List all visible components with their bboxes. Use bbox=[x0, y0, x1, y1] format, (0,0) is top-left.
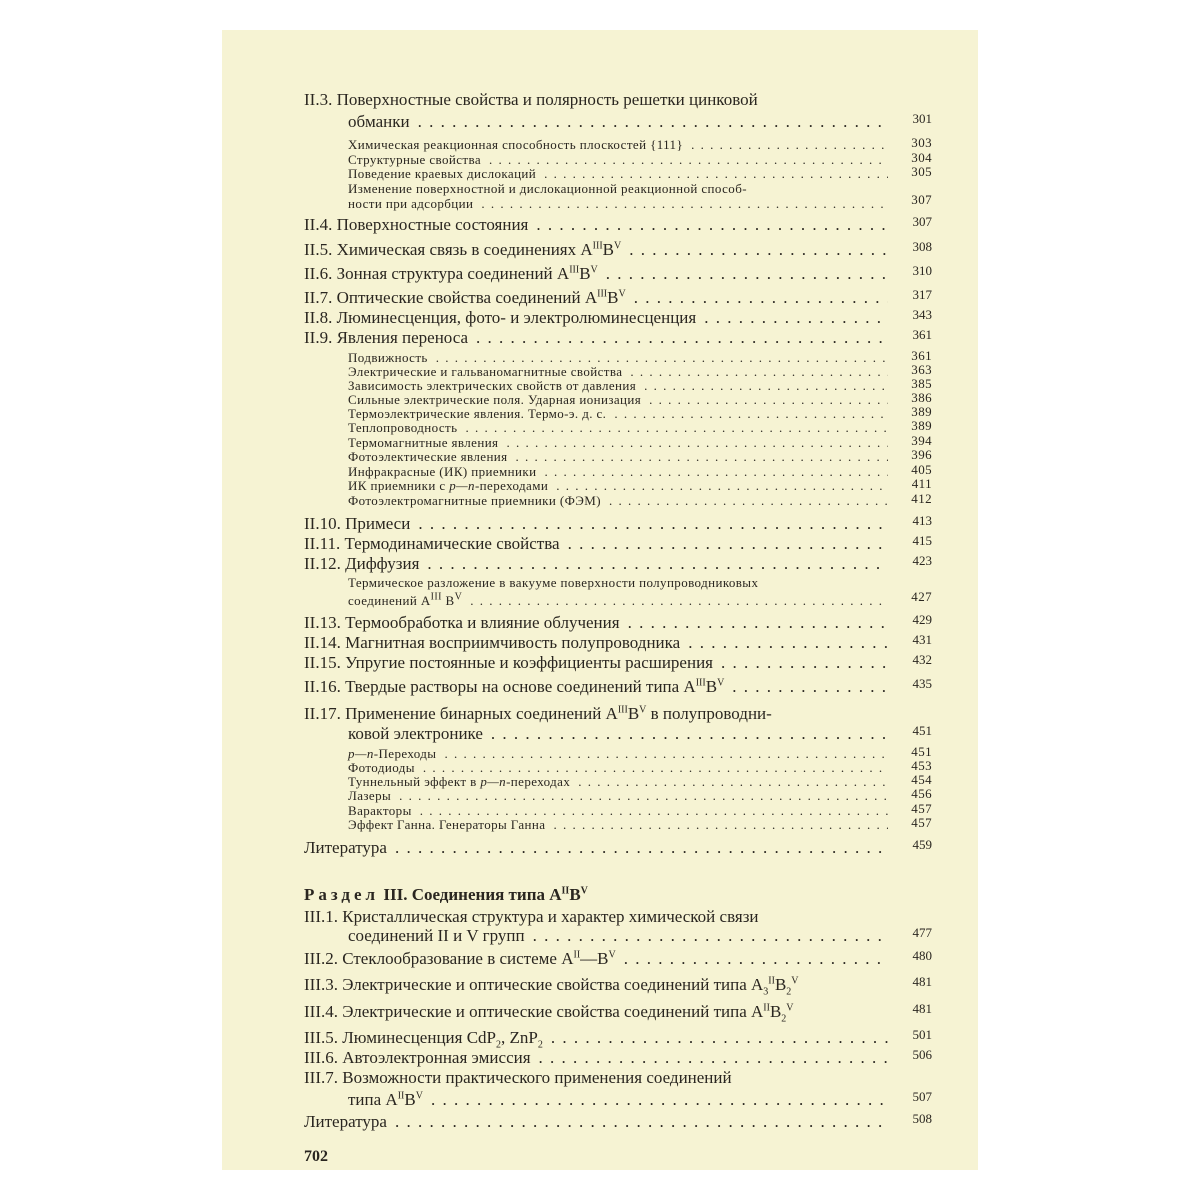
toc-entry-title: Литература bbox=[304, 1112, 387, 1131]
toc-entry-title: Теплопроводность bbox=[348, 420, 458, 435]
toc-page-number: 389 bbox=[911, 418, 932, 433]
toc-page-number: 429 bbox=[912, 612, 932, 627]
toc-page-number: 396 bbox=[911, 447, 932, 462]
page-number: 702 bbox=[304, 1148, 328, 1165]
toc-entry-title: II.4. Поверхностные состояния bbox=[304, 215, 529, 234]
toc-entry bbox=[304, 264, 932, 284]
toc-page-number: 310 bbox=[912, 263, 932, 278]
toc-leader-dots bbox=[624, 949, 888, 969]
toc-entry bbox=[304, 1048, 932, 1068]
toc-entry-title: Эффект Ганна. Генераторы Ганна bbox=[348, 817, 546, 832]
toc-page-number: 361 bbox=[912, 327, 932, 342]
toc-entry-title: III.1. Кристаллическая структура и характер химической связи bbox=[304, 907, 759, 926]
toc-entry-title: Термоэлектрические явления. Термо-э. д. с. bbox=[348, 406, 607, 421]
toc-leader-dots bbox=[539, 1048, 888, 1068]
toc-entry bbox=[304, 192, 932, 212]
toc-entry bbox=[304, 1001, 932, 1025]
toc-page-number: 301 bbox=[912, 111, 932, 126]
toc-entry-title: II.14. Магнитная восприимчивость полупроводника bbox=[304, 633, 681, 652]
toc-entry bbox=[304, 885, 932, 905]
toc-entry bbox=[304, 1112, 932, 1132]
toc-entry-title: II.5. Химическая связь в соединениях $A^{III}B^V$ bbox=[304, 240, 622, 259]
toc-entry-title: III.5. Люминесценция CdP$_2$, ZnP$_2$ bbox=[304, 1028, 543, 1051]
toc-entry-title: Сильные электрические поля. Ударная ионизация bbox=[348, 392, 642, 407]
toc-page-number: 307 bbox=[912, 214, 932, 229]
toc-entry bbox=[304, 514, 932, 534]
toc-page-number: 432 bbox=[912, 652, 932, 667]
toc-leader-dots bbox=[609, 493, 888, 509]
toc-leader-dots bbox=[556, 478, 888, 494]
toc-entry-title: Фотоэлектические явления bbox=[348, 449, 508, 464]
toc-entry-title: II.11. Термодинамические свойства bbox=[304, 534, 560, 553]
toc-page-number: 304 bbox=[911, 150, 932, 165]
toc-entry bbox=[304, 575, 932, 591]
toc-entry bbox=[304, 613, 932, 633]
toc-entry-title: II.13. Термообработка и влияние облучения bbox=[304, 613, 620, 632]
toc-entry-title: II.12. Диффузия bbox=[304, 554, 420, 573]
toc-leader-dots bbox=[691, 137, 888, 153]
toc-entry-title: Зависимость электрических свойств от давления bbox=[348, 378, 637, 393]
toc-leader-dots bbox=[628, 613, 888, 633]
toc-entry-title: II.7. Оптические свойства соединений $A^{III}B^V$ bbox=[304, 288, 626, 307]
toc-entry bbox=[304, 112, 932, 132]
toc-page-number: 317 bbox=[912, 287, 932, 302]
toc-entry bbox=[304, 817, 932, 833]
toc-leader-dots bbox=[431, 1090, 888, 1110]
toc-page-number: 506 bbox=[912, 1047, 932, 1062]
toc-entry bbox=[304, 554, 932, 574]
toc-entry-title: II.8. Люминесценция, фото- и электролюминесценция bbox=[304, 308, 697, 327]
toc-page-number: 413 bbox=[912, 513, 932, 528]
toc-page-number: 507 bbox=[912, 1089, 932, 1104]
toc-entry-title: Инфракрасные (ИК) приемники bbox=[348, 464, 537, 479]
toc-entry bbox=[304, 677, 932, 697]
toc-entry bbox=[304, 926, 932, 946]
toc-entry-title: Раздел III. Соединения типа $A^{II}B^V$ bbox=[304, 885, 588, 904]
toc-page-number: 477 bbox=[912, 925, 932, 940]
toc-page-number: 431 bbox=[912, 632, 932, 647]
toc-page-number: 363 bbox=[911, 362, 932, 377]
toc-entry bbox=[304, 949, 932, 969]
toc-leader-dots bbox=[536, 215, 888, 235]
toc-entry-title: II.9. Явления переноса bbox=[304, 328, 469, 347]
toc-leader-dots bbox=[427, 554, 888, 574]
toc-leader-dots bbox=[516, 449, 888, 465]
toc-entry bbox=[304, 181, 932, 197]
toc-entry-title: III.6. Автоэлектронная эмиссия bbox=[304, 1048, 531, 1067]
toc-page-number: 394 bbox=[911, 433, 932, 448]
toc-entry bbox=[304, 328, 932, 348]
toc-leader-dots bbox=[721, 653, 888, 673]
toc-leader-dots bbox=[465, 420, 888, 436]
toc-leader-dots bbox=[418, 112, 888, 132]
toc-entry-title: Структурные свойства bbox=[348, 152, 481, 167]
toc-page-number: 457 bbox=[911, 801, 932, 816]
toc-page-number: 435 bbox=[912, 676, 932, 691]
toc-entry bbox=[304, 90, 932, 110]
toc-page-number: 386 bbox=[911, 390, 932, 405]
book-page bbox=[222, 30, 978, 1170]
toc-entry-title: ковой электронике bbox=[348, 724, 483, 743]
toc-page-number: 481 bbox=[912, 1001, 932, 1016]
toc-entry bbox=[304, 166, 932, 182]
toc-entry bbox=[304, 420, 932, 436]
toc-page-number: 343 bbox=[912, 307, 932, 322]
toc-entry bbox=[304, 1090, 932, 1110]
toc-leader-dots bbox=[395, 838, 888, 858]
toc-entry bbox=[304, 907, 932, 927]
toc-page-number: 451 bbox=[912, 723, 932, 738]
toc-page-number: 361 bbox=[911, 348, 932, 363]
toc-leader-dots bbox=[732, 677, 888, 697]
toc-entry-title: обманки bbox=[348, 112, 410, 131]
toc-entry bbox=[304, 534, 932, 554]
toc-page-number: 405 bbox=[911, 462, 932, 477]
toc-entry-title: Варакторы bbox=[348, 803, 412, 818]
toc-entry bbox=[304, 633, 932, 653]
toc-entry-title: соединений $A^{III}$ $B^V$ bbox=[348, 591, 463, 608]
toc-leader-dots bbox=[481, 196, 888, 212]
toc-entry-title: II.16. Твердые растворы на основе соединений типа $A^{III}B^V$ bbox=[304, 677, 725, 696]
toc-entry-title: Подвижность bbox=[348, 350, 428, 365]
toc-entry-title: Фотоэлектромагнитные приемники (ФЭМ) bbox=[348, 493, 601, 508]
toc-entry-title: Изменение поверхностной и дислокационной реакционной способ- bbox=[348, 181, 747, 196]
toc-entry bbox=[304, 724, 932, 744]
toc-entry bbox=[304, 653, 932, 673]
toc-entry-title: p—n-Переходы bbox=[348, 746, 437, 761]
toc-entry-title: II.17. Применение бинарных соединений $A^{III}B^V$ в полупроводни- bbox=[304, 704, 772, 723]
toc-entry bbox=[304, 137, 932, 153]
toc-page-number: 307 bbox=[911, 192, 932, 207]
toc-entry bbox=[304, 493, 932, 509]
toc-leader-dots bbox=[634, 288, 888, 308]
toc-entry-title: ности при адсорбции bbox=[348, 196, 474, 211]
toc-entry-title: II.15. Упругие постоянные и коэффициенты расширения bbox=[304, 653, 713, 672]
toc-entry bbox=[304, 308, 932, 328]
toc-leader-dots bbox=[568, 534, 888, 554]
toc-entry bbox=[304, 240, 932, 260]
toc-page-number: 415 bbox=[912, 533, 932, 548]
toc-leader-dots bbox=[553, 817, 888, 833]
toc-entry bbox=[304, 589, 932, 609]
toc-leader-dots bbox=[688, 633, 888, 653]
toc-page-number: 481 bbox=[912, 974, 932, 989]
toc-page-number: 459 bbox=[912, 837, 932, 852]
toc-page-number: 305 bbox=[911, 164, 932, 179]
toc-leader-dots bbox=[399, 788, 888, 804]
toc-page-number: 308 bbox=[912, 239, 932, 254]
toc-page-number: 389 bbox=[911, 404, 932, 419]
toc-entry bbox=[304, 1027, 932, 1051]
toc-entry-title: II.10. Примеси bbox=[304, 514, 411, 533]
toc-entry bbox=[304, 704, 932, 724]
toc-leader-dots bbox=[629, 240, 888, 260]
toc-entry-title: Термическое разложение в вакууме поверхности полупроводниковых bbox=[348, 575, 759, 590]
toc-page-number: 501 bbox=[912, 1027, 932, 1042]
toc-entry-title: III.4. Электрические и оптические свойства соединений типа $A^{II}B_2^V$ bbox=[304, 1002, 794, 1025]
toc-page-number: 454 bbox=[911, 772, 932, 787]
toc-leader-dots bbox=[704, 308, 888, 328]
toc-entry bbox=[304, 288, 932, 308]
toc-leader-dots bbox=[491, 724, 888, 744]
toc-leader-dots bbox=[476, 328, 888, 348]
toc-leader-dots bbox=[551, 1028, 888, 1048]
toc-entry bbox=[304, 974, 932, 998]
toc-entry-title: Туннельный эффект в p—n-переходах bbox=[348, 774, 571, 789]
toc-entry bbox=[304, 449, 932, 465]
toc-page-number: 427 bbox=[911, 589, 932, 604]
toc-entry-title: II.6. Зонная структура соединений $A^{III}B^V$ bbox=[304, 264, 598, 283]
toc-entry-title: Лазеры bbox=[348, 788, 392, 803]
toc-leader-dots bbox=[544, 166, 888, 182]
toc-page-number: 508 bbox=[912, 1111, 932, 1126]
toc-page-number: 411 bbox=[911, 476, 932, 491]
toc-entry-title: III.7. Возможности практического применения соединений bbox=[304, 1068, 732, 1087]
toc-entry-title: Термомагнитные явления bbox=[348, 435, 499, 450]
toc-entry-title: соединений II и V групп bbox=[348, 926, 525, 945]
toc-leader-dots bbox=[470, 593, 888, 609]
toc-entry-title: Химическая реакционная способность плоскостей {111} bbox=[348, 137, 684, 152]
toc-entry-title: III.3. Электрические и оптические свойства соединений типа $A_3^{II}B_2^V$ bbox=[304, 975, 799, 998]
toc-page-number: 480 bbox=[912, 948, 932, 963]
toc-entry-title: Литература bbox=[304, 838, 387, 857]
toc-entry-title: типа $A^{II}B^V$ bbox=[348, 1090, 423, 1109]
toc-entry-title: II.3. Поверхностные свойства и полярность решетки цинковой bbox=[304, 90, 758, 109]
toc-entry-title: ИК приемники с p—n-переходами bbox=[348, 478, 549, 493]
toc-entry bbox=[304, 478, 932, 494]
toc-entry bbox=[304, 788, 932, 804]
toc-entry-title: Фотодиоды bbox=[348, 760, 415, 775]
toc-entry bbox=[304, 215, 932, 235]
toc-entry-title: Электрические и гальваномагнитные свойства bbox=[348, 364, 623, 379]
toc-page-number: 423 bbox=[912, 553, 932, 568]
toc-page-number: 412 bbox=[911, 491, 932, 506]
toc-leader-dots bbox=[395, 1112, 888, 1132]
toc-entry-title: III.2. Стеклообразование в системе $A^{II}—B^V$ bbox=[304, 949, 616, 968]
toc-leader-dots bbox=[606, 264, 888, 284]
toc-page-number: 457 bbox=[911, 815, 932, 830]
toc-page-number: 453 bbox=[911, 758, 932, 773]
toc-entry bbox=[304, 1068, 932, 1088]
toc-page-number: 451 bbox=[911, 744, 932, 759]
toc-page-number: 303 bbox=[911, 135, 932, 150]
toc-leader-dots bbox=[533, 926, 888, 946]
toc-leader-dots bbox=[418, 514, 888, 534]
toc-entry bbox=[304, 838, 932, 858]
toc-page-number: 385 bbox=[911, 376, 932, 391]
toc-page-number: 456 bbox=[911, 786, 932, 801]
toc-entry-title: Поведение краевых дислокаций bbox=[348, 166, 537, 181]
